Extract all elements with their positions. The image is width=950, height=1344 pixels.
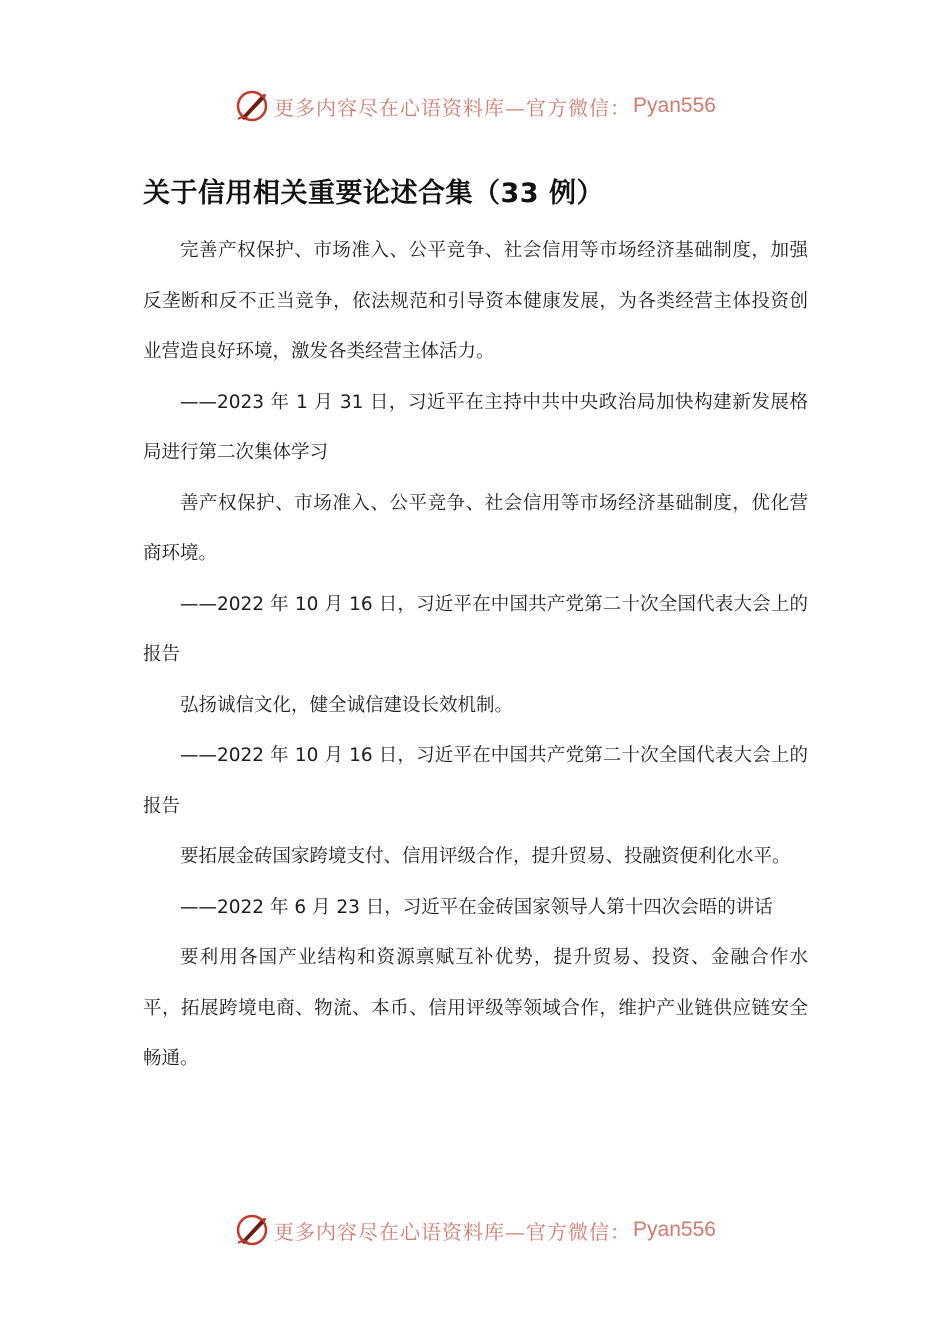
citation: ——2022 年 10 月 16 日，习近平在中国共产党第二十次全国代表大会上的报告 [143,593,808,665]
wechat-id: Pyan556 [633,94,716,117]
quill-pen-logo-icon [234,1212,270,1248]
paragraph: 善产权保护、市场准入、公平竞争、社会信用等市场经济基础制度，优化营商环境。 [143,492,808,564]
citation: ——2023 年 1 月 31 日，习近平在主持中共中央政治局加快构建新发展格局进行第二次集体学习 [143,391,808,463]
banner-text: 更多内容尽在心语资料库—官方微信： [274,1219,632,1244]
citation: ——2022 年 6 月 23 日，习近平在金砖国家领导人第十四次会晤的讲话 [180,896,773,918]
document-title: 关于信用相关重要论述合集（33 例） [143,178,604,209]
document-body [143,172,808,1085]
footer-banner [0,1208,950,1252]
wechat-id: Pyan556 [633,1218,716,1241]
paragraph: 弘扬诚信文化，健全诚信建设长效机制。 [180,694,514,716]
paragraph: 要利用各国产业结构和资源禀赋互补优势，提升贸易、投资、金融合作水平，拓展跨境电商、物流、本币、信用评级等领域合作，维护产业链供应链安全畅通。 [143,947,808,1069]
citation: ——2022 年 10 月 16 日，习近平在中国共产党第二十次全国代表大会上的报告 [143,745,808,817]
header-banner [0,84,950,128]
quill-pen-logo-icon [234,88,270,124]
paragraph: 完善产权保护、市场准入、公平竞争、社会信用等市场经济基础制度，加强反垄断和反不正当竞争，依法规范和引导资本健康发展，为各类经营主体投资创业营造良好环境，激发各类经营主体活力。 [143,240,808,362]
banner-text: 更多内容尽在心语资料库—官方微信： [274,95,632,120]
paragraph: 要拓展金砖国家跨境支付、信用评级合作，提升贸易、投融资便利化水平。 [180,846,791,867]
